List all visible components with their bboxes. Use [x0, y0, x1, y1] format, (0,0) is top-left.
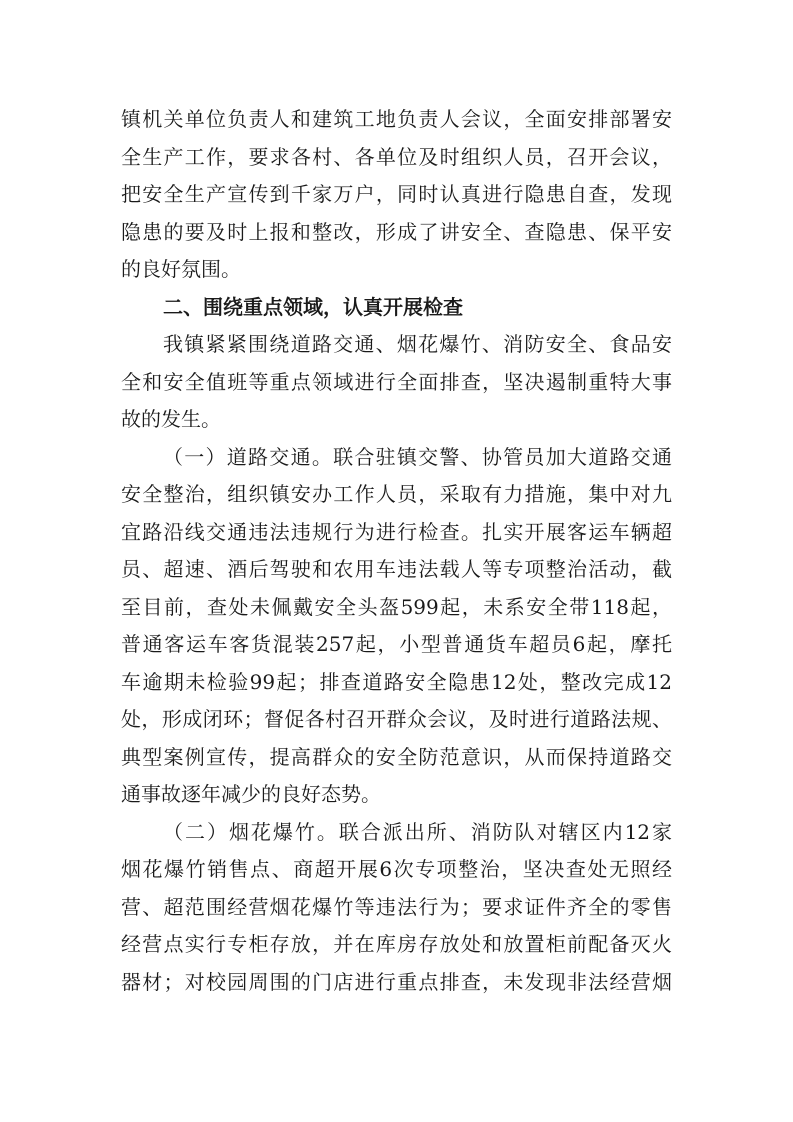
paragraph-line: 典型案例宣传，提高群众的安全防范意识，从而保持道路交 [121, 744, 672, 769]
paragraph-line: 普通客运车客货混装257起，小型普通货车超员6起，摩托 [121, 632, 672, 656]
paragraph-line: 至目前，查处未佩戴安全头盔599起，未系安全带118起， [121, 594, 672, 619]
paragraph-line: 处，形成闭环；督促各村召开群众会议，及时进行道路法规、 [121, 707, 672, 731]
paragraph-line: 全和安全值班等重点领域进行全面排查，坚决遏制重特大事 [121, 369, 672, 394]
paragraph-line: 员、超速、酒后驾驶和农用车违法载人等专项整治活动，截 [121, 557, 672, 581]
paragraph-line: 通事故逐年减少的良好态势。 [121, 782, 381, 806]
paragraph-line: 营、超范围经营烟花爆竹等违法行为；要求证件齐全的零售 [121, 894, 672, 919]
paragraph-line: 宜路沿线交通违法违规行为进行检查。扎实开展客运车辆超 [121, 519, 672, 544]
paragraph-line: 全生产工作，要求各村、各单位及时组织人员，召开会议， [121, 144, 672, 169]
subsection-line-fireworks: （二）烟花爆竹。联合派出所、消防队对辖区内12家 [163, 819, 672, 844]
section-heading: 二、围绕重点领域，认真开展检查 [163, 294, 463, 319]
paragraph-line: 烟花爆竹销售点、商超开展6次专项整治，坚决查处无照经 [121, 857, 672, 881]
paragraph-line: 我镇紧紧围绕道路交通、烟花爆竹、消防安全、食品安 [163, 332, 672, 356]
subsection-line-road-traffic: （一）道路交通。联合驻镇交警、协管员加大道路交通 [163, 444, 672, 469]
paragraph-line: 镇机关单位负责人和建筑工地负责人会议，全面安排部署安 [121, 107, 672, 131]
paragraph-line: 器材；对校园周围的门店进行重点排查，未发现非法经营烟 [121, 969, 672, 994]
paragraph-line: 车逾期未检验99起；排查道路安全隐患12处，整改完成12 [121, 669, 672, 694]
paragraph-line: 隐患的要及时上报和整改，形成了讲安全、查隐患、保平安 [121, 219, 672, 244]
paragraph-line: 安全整治，组织镇安办工作人员，采取有力措施，集中对九 [121, 482, 672, 506]
paragraph-line: 的良好氛围。 [121, 257, 241, 281]
paragraph-line: 把安全生产宣传到千家万户，同时认真进行隐患自查，发现 [121, 182, 672, 206]
paragraph-line: 故的发生。 [121, 407, 221, 431]
paragraph-line: 经营点实行专柜存放，并在库房存放处和放置柜前配备灭火 [121, 932, 672, 956]
